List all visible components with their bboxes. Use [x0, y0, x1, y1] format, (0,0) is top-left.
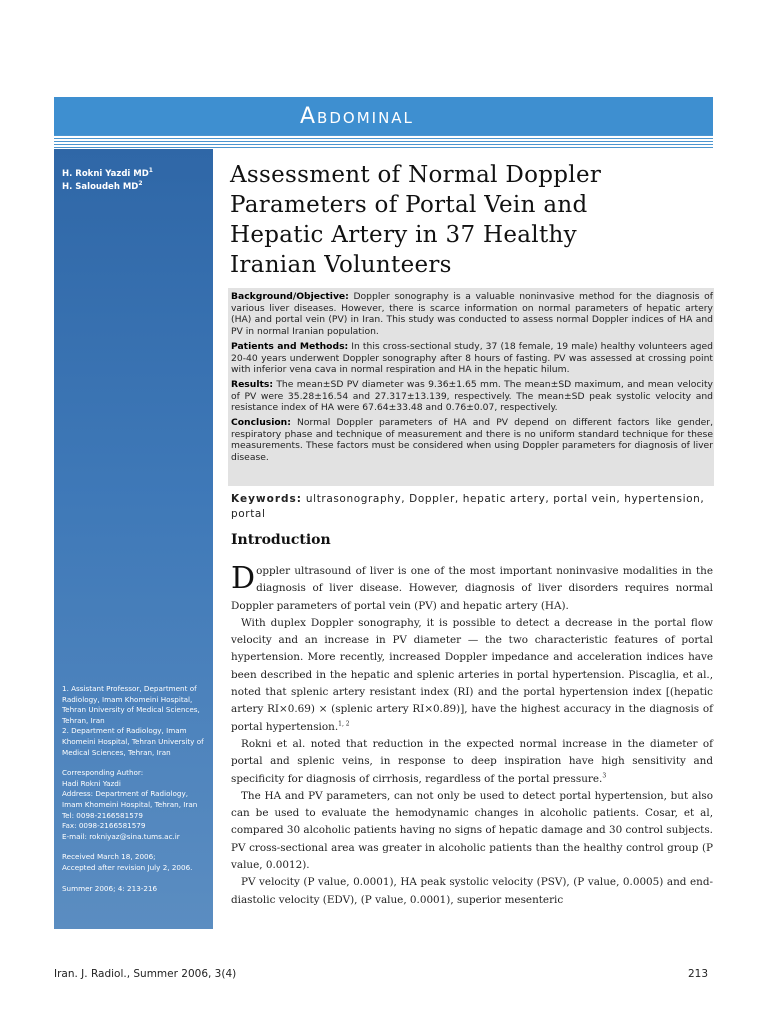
- paragraph: Rokni et al. noted that reduction in the expected normal increase in the diameter of portal and splenic veins, in response to deep inspiration have high sensitivity and specificity for diagnosis of cirrhosis, regardless of the portal pressure.$^3$: [231, 737, 713, 785]
- affiliation-line: Khomeini Hospital, Tehran University of: [62, 736, 204, 746]
- affiliations: [62, 684, 208, 894]
- title-line: Iranian Volunteers: [230, 252, 452, 278]
- accepted-date: Accepted after revision July 2, 2006.: [62, 862, 193, 872]
- abstract-results: Results: The mean±SD PV diameter was 9.36±1.65 mm. The mean±SD maximum, and mean velocity of PV were 35.28±16.54 and 27.317±13.139, respectively. The mean±SD peak systolic velocity and resistance index of HA were 67.64±33.48 and 0.76±0.07, respectively.: [231, 378, 713, 414]
- title-line: Assessment of Normal Doppler: [230, 162, 602, 188]
- abstract-background: Background/Objective: Doppler sonography is a valuable noninvasive method for the diagnosis of various liver diseases. However, there is scarce information on normal parameters of hepatic artery (HA) and portal vein (PV) in Iran. This study was conducted to assess normal Doppler indices of HA and PV in normal Iranian population.: [231, 291, 713, 338]
- journal-citation: Iran. J. Radiol., Summer 2006, 3(4): [54, 968, 237, 980]
- paragraph: PV velocity (P value, 0.0001), HA peak systolic velocity (PSV), (P value, 0.0005) and end-diastolic velocity (EDV), (P value, 0.0001), superior mesenteric: [231, 876, 713, 906]
- corresponding-line: Fax: 0098-2166581579: [62, 821, 146, 831]
- abstract: [231, 291, 713, 467]
- section-heading: Introduction: [231, 532, 331, 548]
- issue-info: Summer 2006; 4: 213-216: [62, 883, 158, 893]
- introduction-body: [231, 563, 713, 909]
- drop-cap: D: [231, 561, 256, 596]
- corresponding-line: Address: Department of Radiology,: [62, 789, 189, 799]
- keywords: [231, 492, 713, 522]
- affiliation-line: Radiology, Imam Khomeini Hospital,: [62, 694, 193, 704]
- affiliation-line: Tehran University of Medical Sciences,: [62, 705, 200, 715]
- corresponding-line: Tel: 0098-2166581579: [62, 810, 143, 820]
- affiliation-line: 1. Assistant Professor, Department of: [62, 684, 197, 693]
- page-number: 213: [688, 968, 709, 980]
- section-title: Abdominal: [300, 104, 414, 129]
- abstract-methods: Patients and Methods: In this cross-sectional study, 37 (18 female, 19 male) healthy volunteers aged 20-40 years underwent Doppler sonography after 8 hours of fasting. PV was assessed at crossing point with inferior vena cava in normal respiration and HA in the hepatic hilum.: [231, 340, 713, 376]
- paragraph: Doppler ultrasound of liver is one of the most important noninvasive modalities in the diagnosis of liver disease. However, diagnosis of liver disorders requires normal Doppler parameters of portal vein (PV) and hepatic artery (HA).: [231, 561, 713, 612]
- author: H. Rokni Yazdi $MD^1$: [62, 167, 153, 179]
- title-block: [230, 160, 714, 280]
- keywords-label: Keywords:: [231, 493, 302, 505]
- author-list: [62, 168, 210, 194]
- corresponding-line: E-mail: rokniyaz@sina.tums.ac.ir: [62, 831, 180, 841]
- keywords-text: ultrasonography, Doppler, hepatic artery, portal vein, hypertension, portal: [231, 493, 705, 520]
- banner-stripes: [54, 135, 713, 149]
- corresponding-line: Imam Khomeini Hospital, Tehran, Iran: [62, 799, 198, 809]
- received-date: Received March 18, 2006;: [62, 852, 156, 862]
- paragraph: The HA and PV parameters, can not only be used to detect portal hypertension, but also can be used to evaluate the hemodynamic changes in alcoholic patients. Cosar, et al, compared 30 alcoholic patients having no signs of hepatic damage and 30 control subjects. PV cross-sectional area was greater in alcoholic patients than the healthy control group (P value, 0.0012).: [231, 789, 713, 872]
- affiliation-line: 2. Department of Radiology, Imam: [62, 726, 187, 736]
- title-line: Hepatic Artery in 37 Healthy: [230, 222, 577, 248]
- abstract-conclusion: Conclusion: Normal Doppler parameters of HA and PV depend on different factors like gender, respiratory phase and technique of measurement and there is no uniform standard technique for these measurements. These factors must be considered when using Doppler parameters for diagnosis of liver disease.: [231, 417, 713, 464]
- affiliation-line: Tehran, Iran: [62, 715, 105, 725]
- author: H. Saloudeh $MD^2$: [62, 180, 143, 192]
- article-title: [230, 160, 714, 280]
- corresponding-line: Corresponding Author:: [62, 768, 144, 778]
- paragraph: With duplex Doppler sonography, it is possible to detect a decrease in the portal flow velocity and an increase in PV diameter — the two characteristic features of portal hypertension. More recently, increased Doppler impedance and acceleration indices have been described in the hepatic and splenic arteries in portal hypertension. Piscaglia, et al., noted that splenic artery resistant index (RI) and the portal hypertension index [(hepatic artery RI×0.69) × (splenic artery RI×0.89)], have the highest accuracy in the diagnosis of portal hypertension.$^{1, 2}$: [231, 616, 713, 733]
- corresponding-line: Hadi Rokni Yazdi: [62, 778, 121, 788]
- affiliation-line: Medical Sciences, Tehran, Iran: [62, 747, 171, 757]
- title-line: Parameters of Portal Vein and: [230, 192, 588, 218]
